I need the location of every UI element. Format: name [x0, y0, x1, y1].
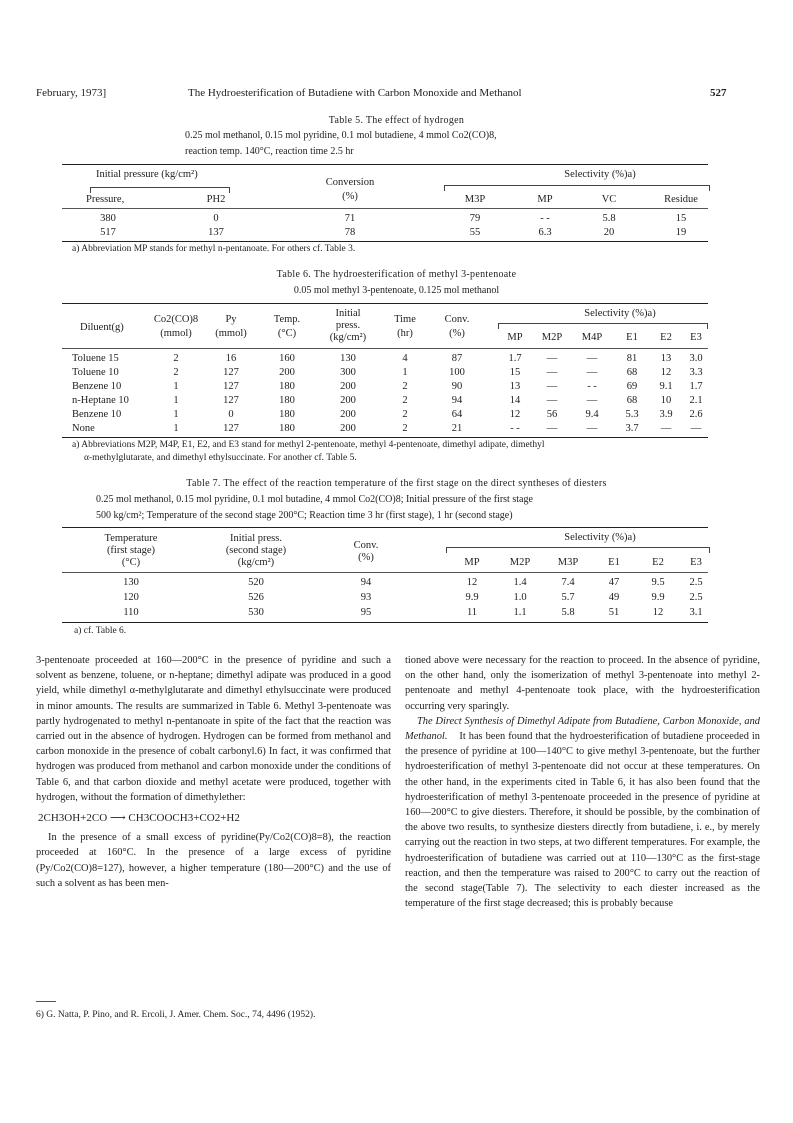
table-cell: 110	[123, 607, 139, 618]
table-cell: 79	[469, 213, 481, 224]
table-cell: 526	[248, 592, 264, 603]
table-cell: 2	[402, 409, 408, 420]
table-5-header-m3p: M3P	[464, 194, 486, 205]
table-cell: 15	[509, 367, 521, 378]
table-cell: 20	[603, 227, 615, 238]
table-5-mid-rule	[62, 208, 708, 209]
table-cell: 1.7	[508, 353, 522, 364]
table-cell: 2	[402, 423, 408, 434]
table-cell: 12	[509, 409, 521, 420]
table-cell: 300	[340, 367, 356, 378]
table-6-footnote-1: a) Abbreviations M2P, M4P, E1, E2, and E3 stand for methyl 2-pentenoate, methyl 4-pentenoate, dimethyl adipate, dimethyl	[72, 440, 545, 450]
table-6-header-conv: Conv.	[444, 314, 470, 325]
table-cell: 3.0	[689, 353, 703, 364]
table-cell: 0	[213, 213, 219, 224]
table-7-conditions-2: 500 kg/cm²; Temperature of the second stage 200°C; Reaction time 3 hr (first stage), 1 hr (second stage)	[96, 510, 513, 521]
table-cell: 95	[360, 607, 372, 618]
table-6-conditions: 0.05 mol methyl 3-pentenoate, 0.125 mol methanol	[293, 285, 500, 296]
table-cell: 68	[626, 367, 638, 378]
table-5-header-ph2: PH2	[206, 194, 226, 205]
table-cell: Toluene 10	[72, 367, 119, 378]
table-6-header-m4p: M4P	[581, 332, 603, 343]
table-6-header-m2p: M2P	[541, 332, 563, 343]
table-cell: —	[546, 353, 558, 364]
table-cell: 1	[402, 367, 408, 378]
table-5-bottom-rule	[62, 241, 708, 242]
table-cell: 200	[340, 395, 356, 406]
table-cell: 1.4	[513, 577, 527, 588]
table-cell: 2	[402, 381, 408, 392]
table-7-header-temp-2: (first stage)	[106, 545, 156, 556]
table-cell: 127	[223, 423, 239, 434]
table-cell: 180	[279, 381, 295, 392]
table-5-selectivity-brace	[444, 185, 710, 191]
table-cell: 6.3	[538, 227, 552, 238]
table-cell: 3.7	[625, 423, 639, 434]
table-6-header-temp-unit: (°C)	[277, 328, 297, 339]
table-cell: 11	[466, 607, 478, 618]
table-cell: —	[586, 395, 598, 406]
table-5-header-selectivity: Selectivity (%)a)	[564, 169, 636, 180]
table-7-header-temp-3: (°C)	[121, 557, 141, 568]
table-cell: 200	[340, 409, 356, 420]
table-5-header-vc: VC	[601, 194, 617, 205]
table-cell: 5.3	[625, 409, 639, 420]
table-5-caption: Table 5. The effect of hydrogen	[328, 115, 465, 126]
table-7-footnote: a) cf. Table 6.	[74, 626, 127, 636]
table-7-selectivity-brace	[446, 547, 710, 553]
right-column	[405, 653, 760, 911]
table-cell: 180	[279, 409, 295, 420]
left-paragraph-1: 3-pentenoate proceeded at 160—200°C in the presence of pyridine and such a solvent as benzene, toluene, or n-heptane; dimethyl adipate was produced in a good yield, while dimethyl α-methylglutarate and dimethyl ethylsuccinate were produced in minor amounts. The results are summarized in Table 6. Methyl 3-pentenoate was partly hydrogenated to methyl n-pentanoate in spite of the fact that the reaction was carried out in the absence of hydrogen. Hydrogen can be formed from methanol and carbon monoxide in the presence of cobalt carbonyl.6) In fact, it was confirmed that hydrogen was produced from methanol and carbon monoxide under the conditions of Table 6, and that carbon dioxide and methyl acetate were produced, together with hydrogen, without the formation of dimethylether:	[36, 655, 391, 803]
table-cell: —	[660, 423, 672, 434]
table-cell: —	[586, 353, 598, 364]
table-cell: 200	[340, 423, 356, 434]
table-cell: 51	[608, 607, 620, 618]
table-7-header-press-3: (kg/cm²)	[237, 557, 275, 568]
table-6-header-py-unit: (mmol)	[215, 328, 247, 339]
equation: 2CH3OH+2CO ⟶ CH3COOCH3+CO2+H2	[38, 812, 240, 825]
table-cell: - -	[540, 213, 550, 224]
table-cell: 16	[225, 353, 237, 364]
table-7-header-m3p: M3P	[557, 557, 579, 568]
table-cell: 517	[100, 227, 116, 238]
table-6-header-e1: E1	[626, 332, 638, 343]
table-6-footnote-2: α-methylglutarate, and dimethyl ethylsuccinate. For another cf. Table 5.	[84, 453, 357, 463]
table-5-header-conversion: Conversion	[325, 177, 375, 188]
table-cell: 2	[173, 353, 179, 364]
table-cell: 13	[660, 353, 672, 364]
table-cell: 180	[279, 423, 295, 434]
table-cell: 71	[344, 213, 356, 224]
table-cell: —	[546, 381, 558, 392]
table-cell: 9.9	[465, 592, 479, 603]
table-cell: None	[72, 423, 95, 434]
table-cell: 9.9	[651, 592, 665, 603]
table-7-header-mp: MP	[464, 557, 480, 568]
section-heading: The Direct Synthesis of Dimethyl Adipate from Butadiene, Carbon Monoxide, and Methanol.	[405, 715, 760, 743]
table-6-header-py: Py	[225, 314, 237, 325]
table-cell: 68	[626, 395, 638, 406]
table-cell: 520	[248, 577, 264, 588]
table-cell: 14	[509, 395, 521, 406]
table-5-conditions-2: reaction temp. 140°C, reaction time 2.5 hr	[185, 146, 354, 157]
table-6-bottom-rule	[62, 437, 708, 438]
table-5-header-mp: MP	[537, 194, 553, 205]
table-cell: 5.8	[602, 213, 616, 224]
table-cell: 2	[402, 395, 408, 406]
table-cell: 9.1	[659, 381, 673, 392]
table-cell: 130	[340, 353, 356, 364]
table-cell: 3.3	[689, 367, 703, 378]
table-6-header-time-unit: (hr)	[397, 328, 413, 339]
table-cell: 100	[449, 367, 465, 378]
table-cell: 2.5	[689, 592, 703, 603]
table-7-header-e3: E3	[690, 557, 702, 568]
table-7-header-press-1: Initial press.	[230, 533, 282, 544]
table-cell: 12	[652, 607, 664, 618]
table-cell: 5.7	[561, 592, 575, 603]
table-7-header-e2: E2	[652, 557, 664, 568]
table-cell: 4	[402, 353, 408, 364]
table-cell: 15	[675, 213, 687, 224]
table-cell: 10	[660, 395, 672, 406]
table-6-header-time: Time	[394, 314, 416, 325]
table-5-conditions-1: 0.25 mol methanol, 0.15 mol pyridine, 0.1 mol butadiene, 4 mmol Co2(CO)8,	[185, 130, 497, 141]
table-7-top-rule	[62, 527, 708, 528]
table-cell: 12	[660, 367, 672, 378]
table-6-header-temp: Temp.	[273, 314, 301, 325]
table-cell: 93	[360, 592, 372, 603]
table-7-header-conv-unit: (%)	[358, 552, 374, 563]
table-cell: 530	[248, 607, 264, 618]
table-6-header-mp: MP	[507, 332, 523, 343]
table-cell: Toluene 15	[72, 353, 119, 364]
table-cell: 55	[469, 227, 481, 238]
table-6-header-co: Co2(CO)8	[153, 314, 199, 325]
table-6-header-selectivity: Selectivity (%)a)	[584, 308, 656, 319]
table-6-selectivity-brace	[498, 323, 708, 329]
table-7-header-press-2: (second stage)	[225, 545, 287, 556]
table-6-header-press-1: Initial	[335, 308, 361, 319]
table-cell: - -	[510, 423, 520, 434]
left-footnote: 6) G. Natta, P. Pino, and R. Ercoli, J. Amer. Chem. Soc., 74, 4496 (1952).	[36, 1010, 316, 1020]
table-cell: 2.1	[689, 395, 703, 406]
table-7-caption: Table 7. The effect of the reaction temperature of the first stage on the direct syntheses of diesters	[186, 478, 607, 489]
header-title: The Hydroesterification of Butadiene with Carbon Monoxide and Methanol	[188, 87, 522, 99]
table-6-top-rule	[62, 303, 708, 304]
table-cell: 200	[279, 367, 295, 378]
table-cell: 90	[451, 381, 463, 392]
table-cell: 180	[279, 395, 295, 406]
table-6-header-diluent: Diluent(g)	[80, 322, 124, 333]
table-cell: 1.1	[513, 607, 527, 618]
table-7-header-e1: E1	[608, 557, 620, 568]
table-cell: 21	[451, 423, 463, 434]
table-cell: 94	[451, 395, 463, 406]
table-cell: 1	[173, 409, 179, 420]
table-cell: 0	[228, 409, 234, 420]
table-6-caption: Table 6. The hydroesterification of methyl 3-pentenoate	[276, 269, 517, 280]
right-paragraph-1: tioned above were necessary for the reaction to proceed. In the absence of pyridine, on the other hand, only the isomerization of methyl 3-pentenoate into methyl 2-pentenoate and methyl 4-pentenoate took place, with the hydroesterification occurring very sparingly.	[405, 655, 760, 712]
table-cell: 64	[451, 409, 463, 420]
table-cell: 200	[340, 381, 356, 392]
footnote-rule	[36, 1001, 56, 1002]
table-cell: 3.1	[689, 607, 703, 618]
table-cell: —	[546, 423, 558, 434]
right-paragraph-2: It has been found that the hydroesterification of butadiene proceeded in the presence of pyridine at 100—140°C to give methyl 3-pentenoate, but the further hydroesterification of methyl 3-pentenoate did not occur at these temperatures. On the other hand, in the experiments cited in Table 6, it has also been found that the hydroesterification of methyl 3-pentenoate proceeded in the presence of pyridine at 160—200°C to give diesters. Therefore, it should be possible, by the combination of the above two results, to synthesize diesters directly from butadiene, i. e., by merely carrying out the reaction in two steps, at two different temperatures. For example, the hydroesterification of butadiene was carried out at 110—130°C as the first-stage reaction, and then the temperature was raised to 200°C to carry out the reaction of the second stage(Table 7). The selectivity to each diester increased as the temperature of the first stage decreased; this is probably because	[405, 731, 760, 910]
table-cell: —	[586, 367, 598, 378]
table-7-conditions-1: 0.25 mol methanol, 0.15 mol pyridine, 0.1 mol butadine, 4 mmol Co2(CO)8; Initial pressure of the first stage	[96, 494, 533, 505]
table-5-header-pressure: Pressure,	[86, 194, 125, 205]
table-cell: 69	[626, 381, 638, 392]
table-cell: 160	[279, 353, 295, 364]
table-cell: 78	[344, 227, 356, 238]
left-paragraph-2: In the presence of a small excess of pyridine(Py/Co2(CO)8=8), the reaction proceeded at 160°C. In the presence of a large excess of pyridine (Py/Co2(CO)8=127), however, a higher temperature (180—200°C) and the use of such a solvent as has been men-	[36, 832, 391, 889]
table-5-top-rule	[62, 164, 708, 165]
table-cell: 380	[100, 213, 116, 224]
table-cell: 1.7	[689, 381, 703, 392]
table-cell: 81	[626, 353, 638, 364]
table-cell: 120	[123, 592, 139, 603]
table-cell: 1	[173, 395, 179, 406]
table-cell: 13	[509, 381, 521, 392]
table-cell: 130	[123, 577, 139, 588]
table-cell: 87	[451, 353, 463, 364]
table-7-header-conv: Conv.	[353, 540, 379, 551]
table-cell: —	[546, 395, 558, 406]
page-number: 527	[710, 87, 727, 99]
table-cell: —	[546, 367, 558, 378]
table-cell: 47	[608, 577, 620, 588]
table-cell: 127	[223, 367, 239, 378]
table-7-header-temp-1: Temperature	[104, 533, 158, 544]
table-5-header-residue: Residue	[664, 194, 698, 205]
table-cell: 1	[173, 381, 179, 392]
table-7-header-m2p: M2P	[509, 557, 531, 568]
table-7-mid-rule	[62, 572, 708, 573]
table-cell: 7.4	[561, 577, 575, 588]
table-5-footnote: a) Abbreviation MP stands for methyl n-pentanoate. For others cf. Table 3.	[72, 244, 356, 254]
table-6-header-e2: E2	[660, 332, 672, 343]
table-cell: 127	[223, 381, 239, 392]
table-cell: 5.8	[561, 607, 575, 618]
left-column	[36, 653, 391, 891]
table-6-header-e3: E3	[690, 332, 702, 343]
table-cell: —	[690, 423, 702, 434]
table-cell: —	[586, 423, 598, 434]
table-cell: Benzene 10	[72, 409, 122, 420]
table-cell: 2.6	[689, 409, 703, 420]
table-cell: 9.4	[585, 409, 599, 420]
table-cell: 19	[675, 227, 687, 238]
table-cell: 2.5	[689, 577, 703, 588]
table-cell: - -	[587, 381, 597, 392]
table-cell: 56	[546, 409, 558, 420]
table-cell: 12	[466, 577, 478, 588]
table-cell: 1	[173, 423, 179, 434]
header-date: February, 1973]	[36, 87, 107, 99]
table-6-mid-rule	[62, 348, 708, 349]
table-6-header-conv-unit: (%)	[449, 328, 465, 339]
table-6-header-press-3: (kg/cm²)	[329, 332, 367, 343]
table-cell: 137	[208, 227, 224, 238]
table-cell: n-Heptane 10	[72, 395, 129, 406]
table-5-header-conversion-unit: (%)	[342, 191, 358, 202]
table-6-header-co-unit: (mmol)	[160, 328, 192, 339]
table-cell: 1.0	[513, 592, 527, 603]
table-cell: 2	[173, 367, 179, 378]
table-cell: Benzene 10	[72, 381, 122, 392]
table-cell: 9.5	[651, 577, 665, 588]
table-cell: 49	[608, 592, 620, 603]
table-5-header-initial-pressure: Initial pressure (kg/cm²)	[96, 169, 198, 180]
table-cell: 3.9	[659, 409, 673, 420]
table-6-header-press-2: press.	[335, 320, 361, 331]
table-cell: 94	[360, 577, 372, 588]
table-cell: 127	[223, 395, 239, 406]
table-7-header-selectivity: Selectivity (%)a)	[564, 532, 636, 543]
table-7-bottom-rule	[62, 622, 708, 623]
